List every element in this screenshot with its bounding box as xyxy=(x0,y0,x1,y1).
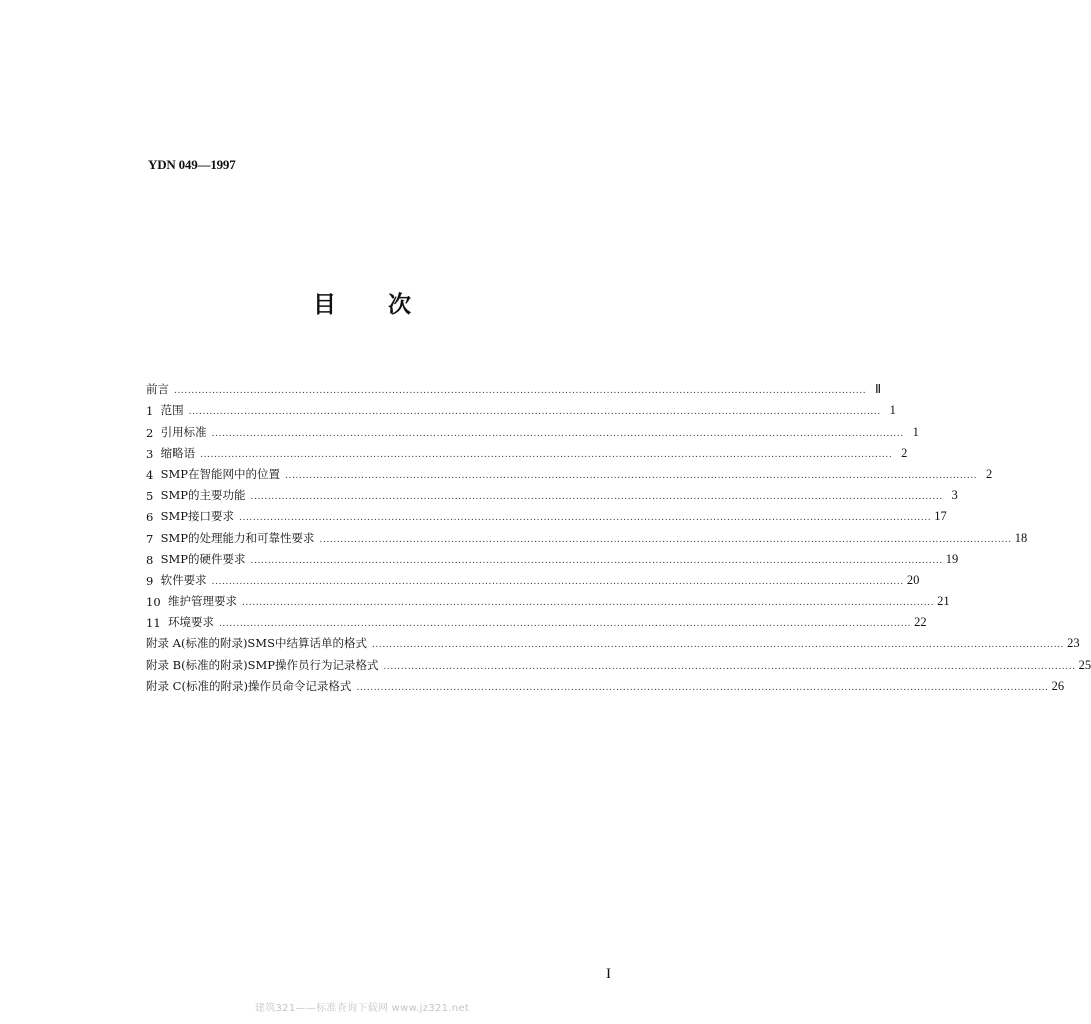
toc-entry-number: 2 xyxy=(146,425,161,440)
toc-entry-text: SMP的硬件要求 xyxy=(160,551,246,566)
toc-entry-number: 8 xyxy=(146,552,161,567)
toc-leader-dots: ........................................................................................................................................................................................................ xyxy=(211,428,904,439)
toc-entry-text: SMP接口要求 xyxy=(160,509,235,524)
toc-entry-text: 附录 B(标准的附录)SMP操作员行为记录格式 xyxy=(146,657,379,672)
toc-leader-dots: ........................................................................................................................................................................................................ xyxy=(250,492,943,503)
standard-code: YDN 049—1997 xyxy=(148,157,236,172)
toc-title-left: 目 xyxy=(313,292,336,318)
toc-entry-page: 17 xyxy=(934,509,947,524)
toc-entry-page: 26 xyxy=(1051,678,1065,693)
toc-title xyxy=(0,286,724,319)
toc-leader-dots: ........................................................................................................................................................................................................ xyxy=(356,682,1049,693)
toc-title-right: 次 xyxy=(388,292,411,318)
watermark: 建筑321——标准查询下载网 www.jz321.net xyxy=(254,1003,470,1014)
toc-leader-dots: ........................................................................................................................................................................................................ xyxy=(218,619,912,630)
toc-entry-page: 2 xyxy=(985,466,993,481)
toc-entry[interactable] xyxy=(146,567,920,588)
toc-entry-page: 23 xyxy=(1067,636,1080,651)
toc-entry[interactable] xyxy=(146,418,919,440)
toc-entry-page: 2 xyxy=(901,445,908,460)
toc-entry-page: 1 xyxy=(889,403,896,418)
toc-entry-page: 25 xyxy=(1078,657,1091,672)
toc-entry[interactable] xyxy=(146,609,927,631)
toc-entry-page: 18 xyxy=(1014,530,1028,545)
toc-entry-text: 缩略语 xyxy=(160,445,196,460)
toc-entry-text: SMP的处理能力和可靠性要求 xyxy=(160,530,315,545)
toc-entry-page: 19 xyxy=(945,551,959,566)
toc-leader-dots: ........................................................................................................................................................................................................ xyxy=(285,470,978,481)
page-number: I xyxy=(606,966,611,982)
toc-entry-text: SMP的主要功能 xyxy=(160,488,246,503)
toc-entry-number: 1 xyxy=(146,404,161,419)
toc-entry-page: 21 xyxy=(937,594,950,609)
toc-entry[interactable] xyxy=(146,376,882,397)
toc-entry[interactable] xyxy=(146,630,1080,651)
toc-entry[interactable] xyxy=(146,546,959,567)
toc-entry[interactable] xyxy=(146,440,908,461)
toc-entry[interactable] xyxy=(146,588,950,610)
toc-entry-text: SMP在智能网中的位置 xyxy=(160,466,281,481)
toc-entry-text: 环境要求 xyxy=(167,615,214,630)
toc-entry-text: 前言 xyxy=(146,382,169,397)
toc-leader-dots: ........................................................................................................................................................................................................ xyxy=(174,386,867,397)
toc-entry-number: 7 xyxy=(146,531,161,546)
toc-entry-number: 10 xyxy=(146,595,168,610)
toc-entry-text: 引用标准 xyxy=(160,424,207,439)
toc-leader-dots: ........................................................................................................................................................................................................ xyxy=(188,407,881,418)
toc-entry[interactable] xyxy=(146,397,896,419)
toc-entry-text: 软件要求 xyxy=(160,572,207,587)
table-of-contents xyxy=(146,376,1091,694)
toc-leader-dots: ........................................................................................................................................................................................................ xyxy=(211,576,904,587)
toc-entry-page: 20 xyxy=(906,572,920,587)
toc-leader-dots: ........................................................................................................................................................................................................ xyxy=(371,640,1065,651)
toc-entry[interactable] xyxy=(146,651,1091,672)
toc-leader-dots: ........................................................................................................................................................................................................ xyxy=(319,534,1012,545)
toc-entry-number: 4 xyxy=(146,467,161,482)
toc-entry[interactable] xyxy=(146,461,993,482)
toc-leader-dots: ........................................................................................................................................................................................................ xyxy=(250,555,943,566)
toc-entry-text: 范围 xyxy=(160,403,184,418)
toc-entry-page: 1 xyxy=(912,424,919,439)
toc-entry[interactable] xyxy=(146,673,1065,694)
toc-entry-text: 附录 C(标准的附录)操作员命令记录格式 xyxy=(146,678,352,693)
toc-entry-page: 22 xyxy=(914,615,927,630)
toc-entry[interactable] xyxy=(146,503,947,525)
toc-entry[interactable] xyxy=(146,524,1028,546)
toc-entry-text: 维护管理要求 xyxy=(167,594,237,609)
toc-leader-dots: ........................................................................................................................................................................................................ xyxy=(200,449,893,460)
toc-entry-number: 5 xyxy=(146,489,161,504)
toc-entry-number: 6 xyxy=(146,510,161,525)
toc-entry-page: 3 xyxy=(951,488,958,503)
toc-entry[interactable] xyxy=(146,482,958,504)
toc-entry-number: 11 xyxy=(146,616,168,631)
toc-leader-dots: ........................................................................................................................................................................................................ xyxy=(383,661,1076,672)
toc-entry-text: 附录 A(标准的附录)SMS中结算话单的格式 xyxy=(146,636,367,651)
toc-entry-page: Ⅱ xyxy=(875,382,882,397)
toc-entry-number: 3 xyxy=(146,446,161,461)
toc-leader-dots: ........................................................................................................................................................................................................ xyxy=(241,598,935,609)
toc-entry-number: 9 xyxy=(146,573,161,588)
toc-leader-dots: ........................................................................................................................................................................................................ xyxy=(239,513,932,524)
